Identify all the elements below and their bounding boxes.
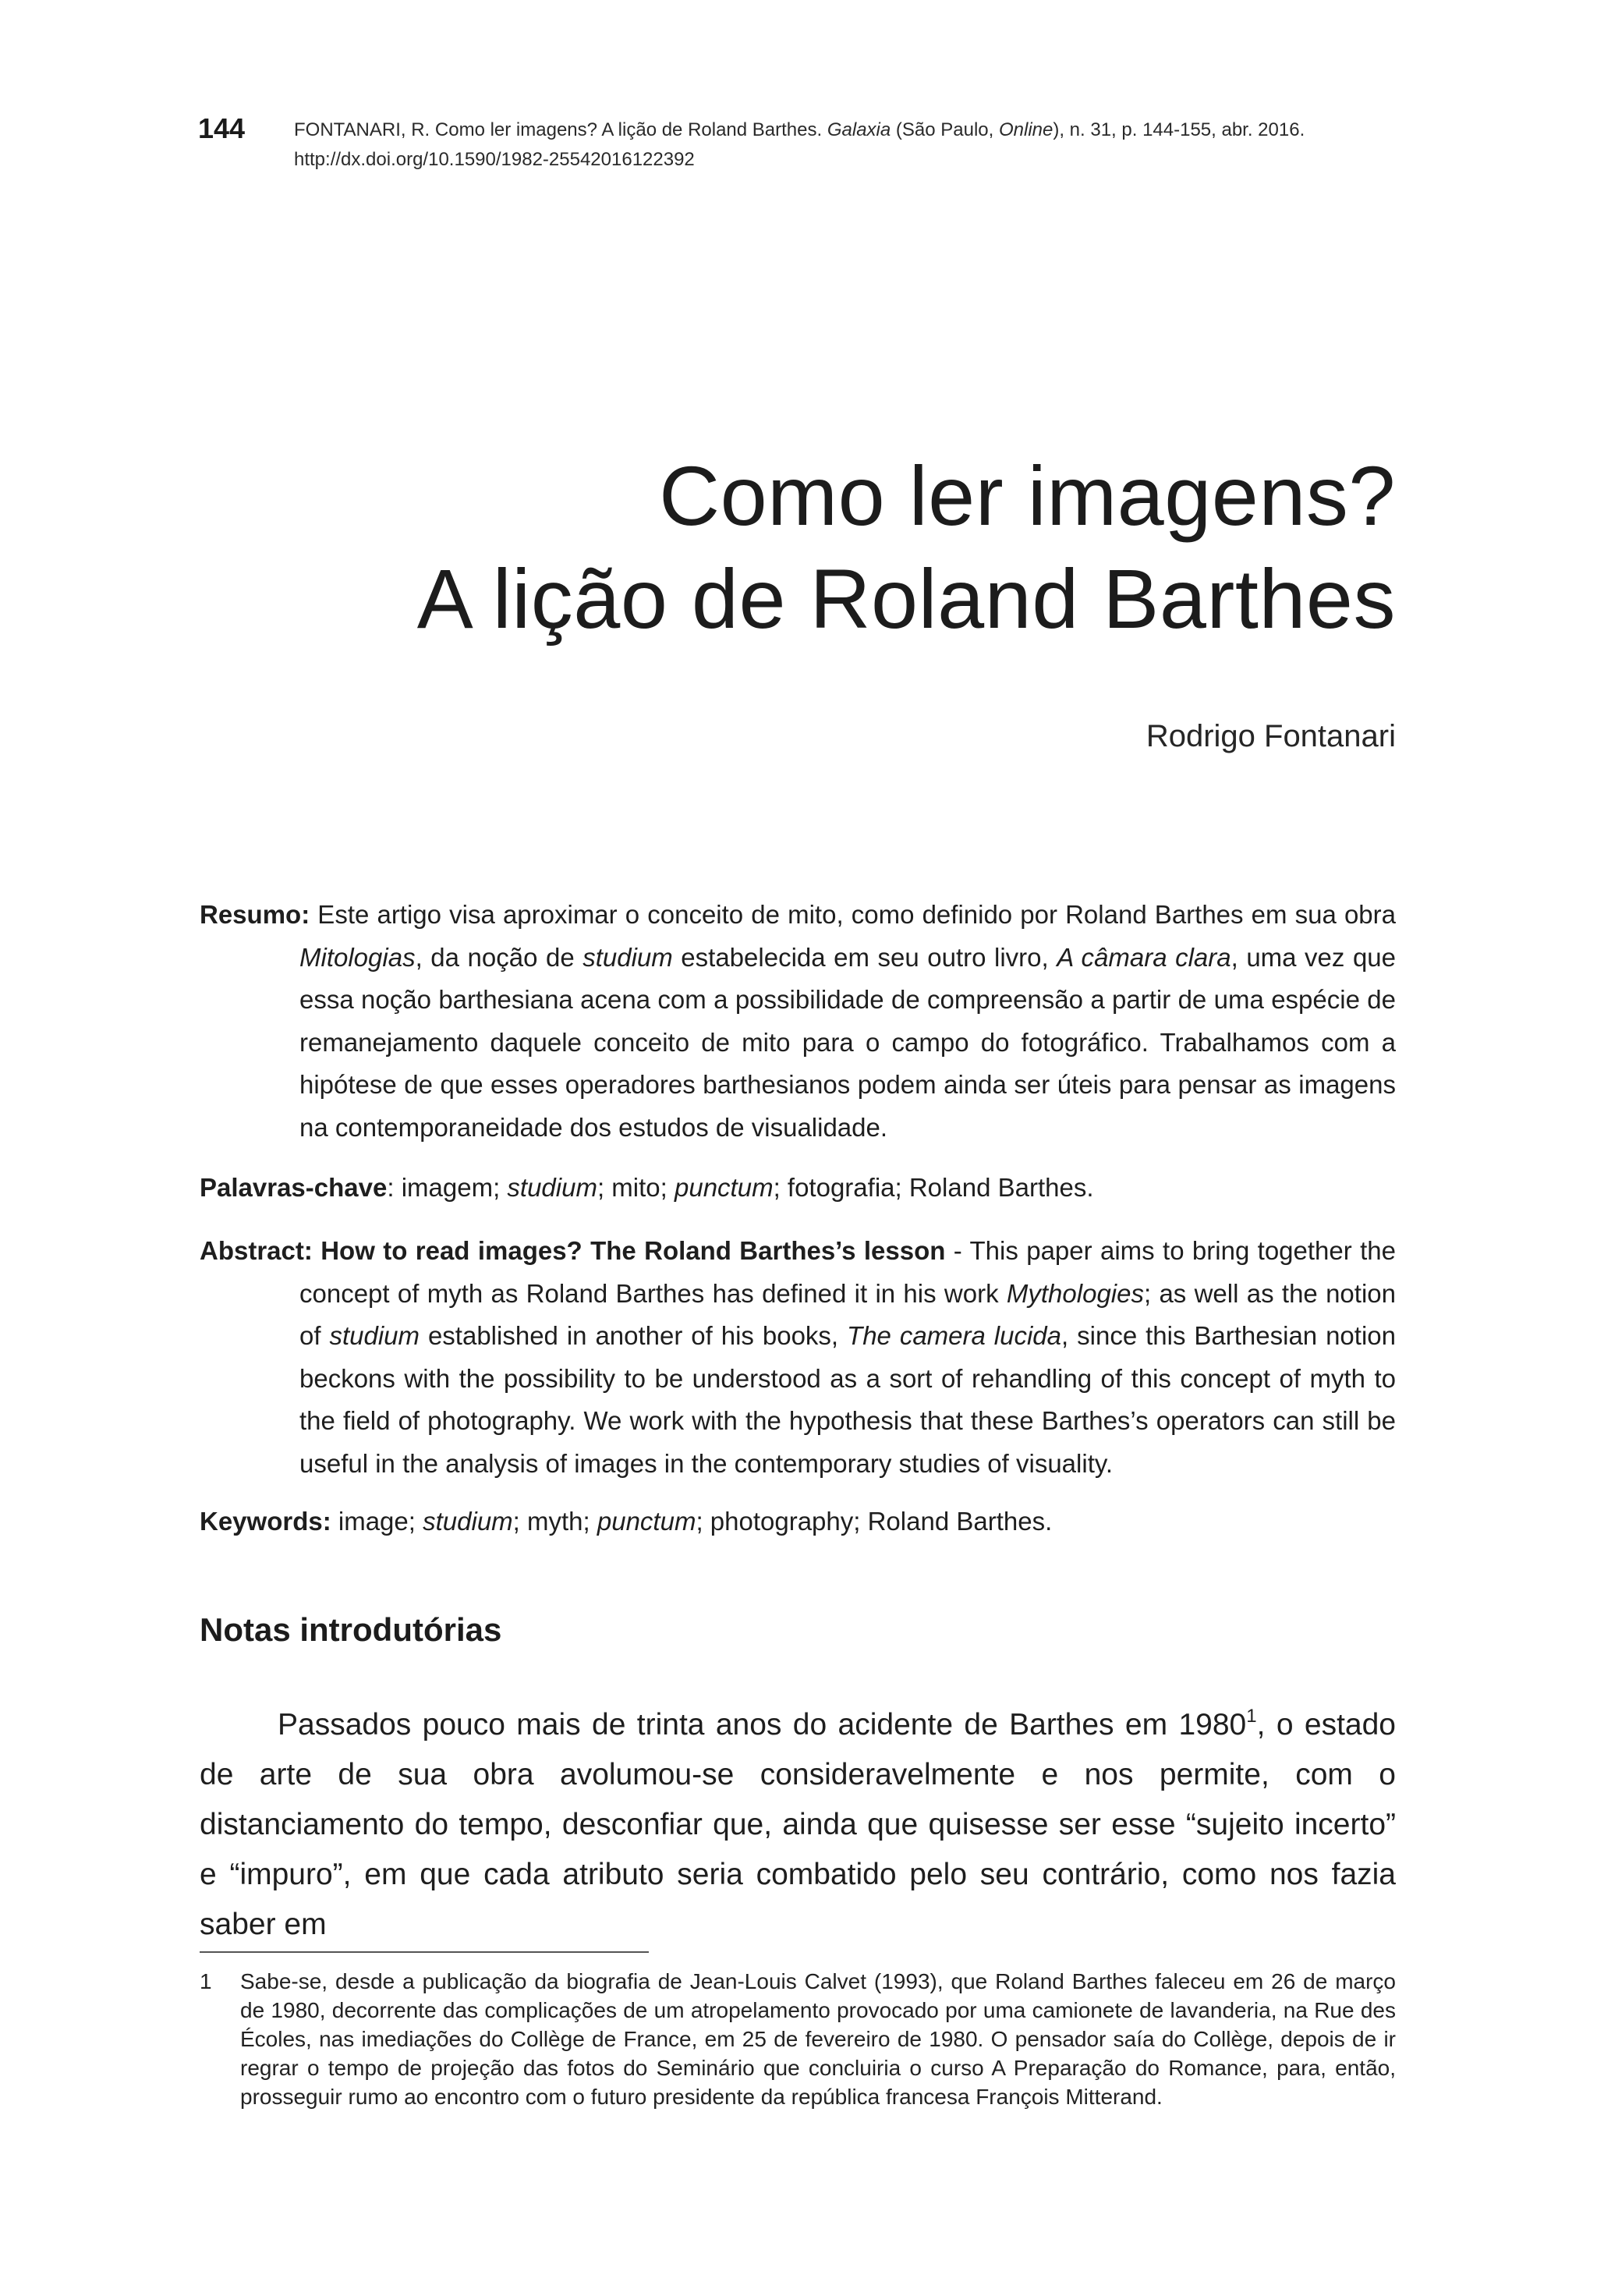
footnote-divider [200, 1951, 649, 1953]
body-paragraph [200, 1700, 1396, 1950]
citation-journal: Galaxia [827, 119, 891, 140]
footnote-text: Sabe-se, desde a publicação da biografia de Jean-Louis Calvet (1993), que Roland Barthes faleceu em 26 de março de 1980, decorrente das complicações de um atropelamento provocado por uma camionete de lavanderia, na Rue des Écoles, nas imediações do Collège de France, em 25 de fevereiro de 1980. O pensador saía do Collège, depois de ir regrar o tempo de projeção das fotos do Seminário que concluiria o curso A Preparação do Romance, para, então, prosseguir rumo ao encontro com o futuro presidente da república francesa François Mitterand. [240, 1969, 1396, 2109]
abstract-italic: Mythologies [1006, 1278, 1144, 1308]
resumo-italic: studium [582, 942, 673, 972]
resumo-label: Resumo: [200, 900, 310, 929]
citation-text: ), n. 31, p. 144-155, abr. 2016. [1053, 119, 1305, 140]
body-text: , o estado de arte de sua obra avolumou-se consideravelmente e nos permite, com o distanciamento do tempo, desconfiar que, ainda que quisesse ser esse “sujeito incerto” e “impuro”, em que cada atributo seria combatido pelo seu contrário, como nos fazia saber em [200, 1708, 1396, 1941]
keywords-pt-block [200, 1167, 1396, 1210]
footnote-number: 1 [200, 1969, 212, 1993]
keywords-en-label: Keywords: [200, 1507, 331, 1536]
citation-text: (São Paulo, [891, 119, 999, 140]
keywords-pt-label: Palavras-chave [200, 1173, 388, 1202]
title-line-2: A lição de Roland Barthes [416, 551, 1396, 646]
keywords-pt-text: ; fotografia; Roland Barthes. [773, 1173, 1094, 1202]
doi-link[interactable]: http://dx.doi.org/10.1590/1982-25542016122392 [294, 149, 695, 170]
citation-text: FONTANARI, R. Como ler imagens? A lição de Roland Barthes. [294, 119, 827, 140]
keywords-en-text: ; myth; [512, 1507, 597, 1536]
section-heading: Notas introdutórias [200, 1611, 502, 1648]
resumo-text: , uma vez que essa noção barthesiana acena com a possibilidade de compreensão a partir de uma espécie de remanejamento daquele conceito de mito para o campo do fotográfico. Trabalhamos com a hipótese de que esses operadores barthesianos podem ainda ser úteis para pensar as imagens na contemporaneidade dos estudos de visualidade. [299, 942, 1396, 1142]
abstract-italic: The camera lucida [847, 1321, 1062, 1350]
resumo-italic: A câmara clara [1057, 942, 1231, 972]
resumo-italic: Mitologias [299, 942, 416, 972]
citation-header [294, 115, 1401, 175]
keywords-pt-text: ; mito; [597, 1173, 675, 1202]
keywords-en-text: image; [331, 1507, 423, 1536]
keywords-en [200, 1501, 1396, 1543]
resumo-text: , da noção de [415, 942, 583, 972]
resumo-paragraph [200, 894, 1396, 1149]
abstract-text: , since this Barthesian notion beckons with the possibility to be understood as a sort of rehandling of this concept of myth to the field of photography. We work with the hypothesis that these Barthes’s operators can still be useful in the analysis of images in the contemporary studies of visuality. [299, 1321, 1396, 1478]
abstract-en-block [200, 1230, 1396, 1485]
abstract-text: - This paper aims to bring together the concept of myth as Roland Barthes has defined it in his work [299, 1236, 1396, 1308]
keywords-pt-italic: studium [507, 1173, 597, 1202]
keywords-pt [200, 1167, 1396, 1210]
abstract-paragraph [200, 1230, 1396, 1485]
body-text: Passados pouco mais de trinta anos do acidente de Barthes em 1980 [278, 1708, 1247, 1741]
abstract-text: established in another of his books, [420, 1321, 848, 1350]
footnote-ref[interactable]: 1 [1246, 1706, 1257, 1727]
keywords-en-italic: punctum [597, 1507, 696, 1536]
abstract-text: ; as well as the notion of [299, 1278, 1396, 1350]
page-number: 144 [198, 112, 246, 144]
resumo-text: Este artigo visa aproximar o conceito de mito, como definido por Roland Barthes em sua obra [310, 900, 1396, 929]
citation-online: Online [998, 119, 1053, 140]
resumo-text: estabelecida em seu outro livro, [672, 942, 1057, 972]
resumo-block [200, 894, 1396, 1149]
title-line-1: Como ler imagens? [659, 448, 1396, 543]
keywords-pt-text: : imagem; [387, 1173, 508, 1202]
keywords-pt-italic: punctum [675, 1173, 774, 1202]
author-name: Rodrigo Fontanari [1146, 719, 1396, 753]
keywords-en-block [200, 1501, 1396, 1543]
article-title [417, 445, 1396, 650]
footnote [200, 1967, 1396, 2111]
keywords-en-italic: studium [423, 1507, 513, 1536]
abstract-italic: studium [329, 1321, 420, 1350]
keywords-en-text: ; photography; Roland Barthes. [696, 1507, 1053, 1536]
abstract-label: Abstract: How to read images? The Roland Barthes’s lesson [200, 1236, 946, 1265]
